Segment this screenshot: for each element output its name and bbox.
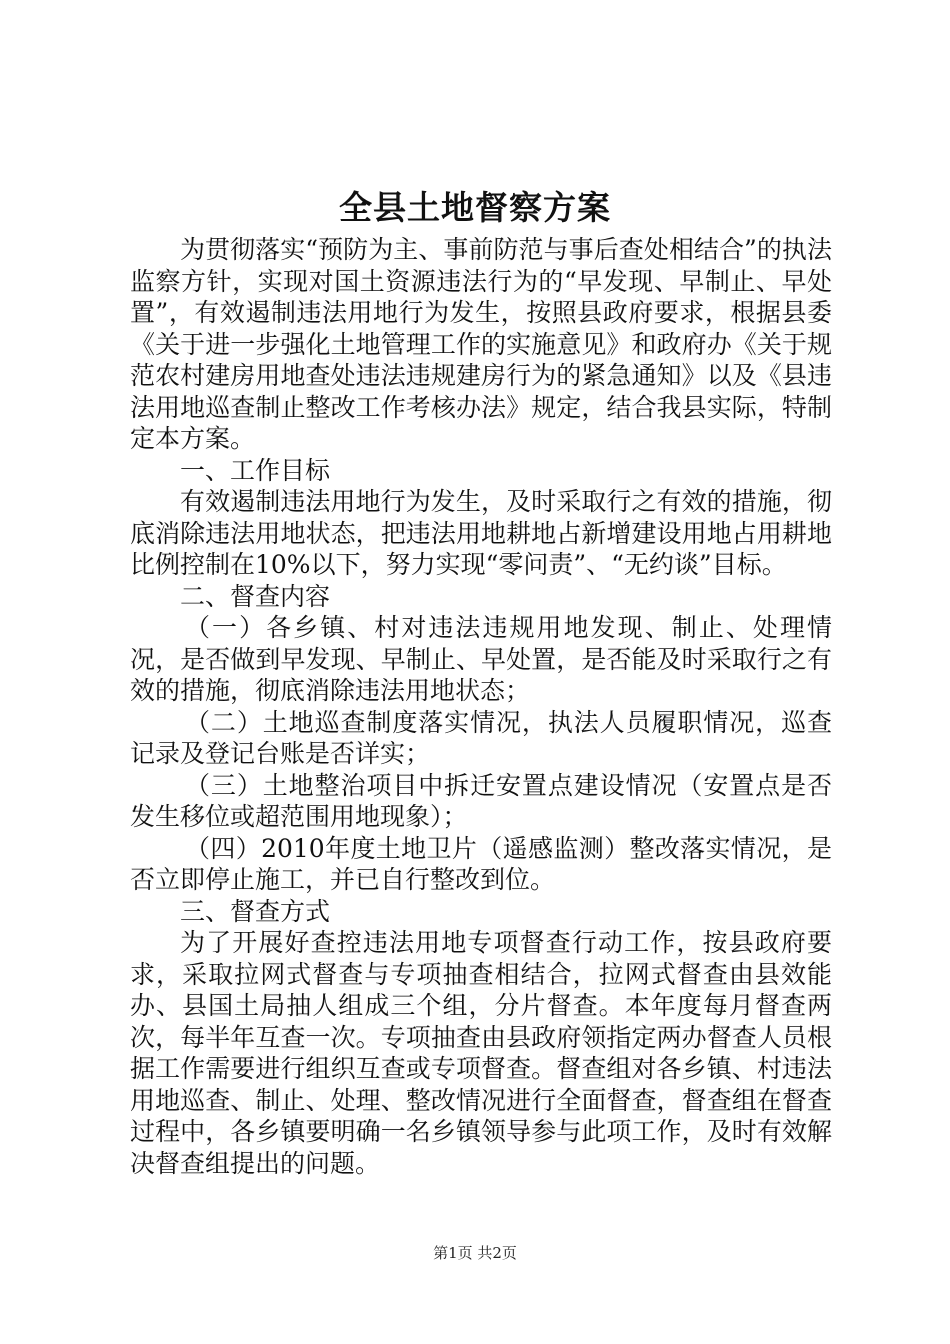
document-body bbox=[130, 234, 832, 1179]
page-footer: 第1页 共2页 bbox=[433, 1244, 517, 1262]
content-item-3: （三）土地整治项目中拆迁安置点建设情况（安置点是否发生移位或超范围用地现象）； bbox=[130, 770, 832, 831]
goals-paragraph: 有效遏制违法用地行为发生，及时采取行之有效的措施，彻底消除违法用地状态，把违法用地耕地占新增建设用地占用耕地比例控制在10%以下，努力实现“零问责”、“无约谈”目标。 bbox=[130, 487, 832, 579]
intro-paragraph: 为贯彻落实“预防为主、事前防范与事后查处相结合”的执法监察方针，实现对国土资源违法行为的“早发现、早制止、早处置”，有效遏制违法用地行为发生，按照县政府要求，根据县委《关于进一步强化土地管理工作的实施意见》和政府办《关于规范农村建房用地查处违法违规建房行为的紧急通知》以及《县违法用地巡查制止整改工作考核办法》规定，结合我县实际，特制定本方案。 bbox=[130, 235, 832, 453]
content-item-2: （二）土地巡查制度落实情况，执法人员履职情况，巡查记录及登记台账是否详实； bbox=[130, 707, 832, 768]
document-title: 全县土地督察方案 bbox=[339, 188, 611, 227]
section-heading-content: 二、督查内容 bbox=[180, 581, 331, 611]
section-heading-method: 三、督查方式 bbox=[180, 896, 331, 926]
method-paragraph: 为了开展好查控违法用地专项督查行动工作，按县政府要求，采取拉网式督查与专项抽查相结合，拉网式督查由县效能办、县国土局抽人组成三个组，分片督查。本年度每月督查两次，每半年互查一次。专项抽查由县政府领指定两办督查人员根据工作需要进行组织互查或专项督查。督查组对各乡镇、村违法用地巡查、制止、处理、整改情况进行全面督查，督查组在督查过程中，各乡镇要明确一名乡镇领导参与此项工作，及时有效解决督查组提出的问题。 bbox=[130, 928, 832, 1178]
content-item-1: （一）各乡镇、村对违法违规用地发现、制止、处理情况，是否做到早发现、早制止、早处置，是否能及时采取行之有效的措施，彻底消除违法用地状态； bbox=[130, 613, 832, 705]
content-item-4: （四）2010年度土地卫片（遥感监测）整改落实情况，是否立即停止施工，并已自行整改到位。 bbox=[130, 833, 832, 894]
section-heading-goals: 一、工作目标 bbox=[180, 455, 331, 485]
